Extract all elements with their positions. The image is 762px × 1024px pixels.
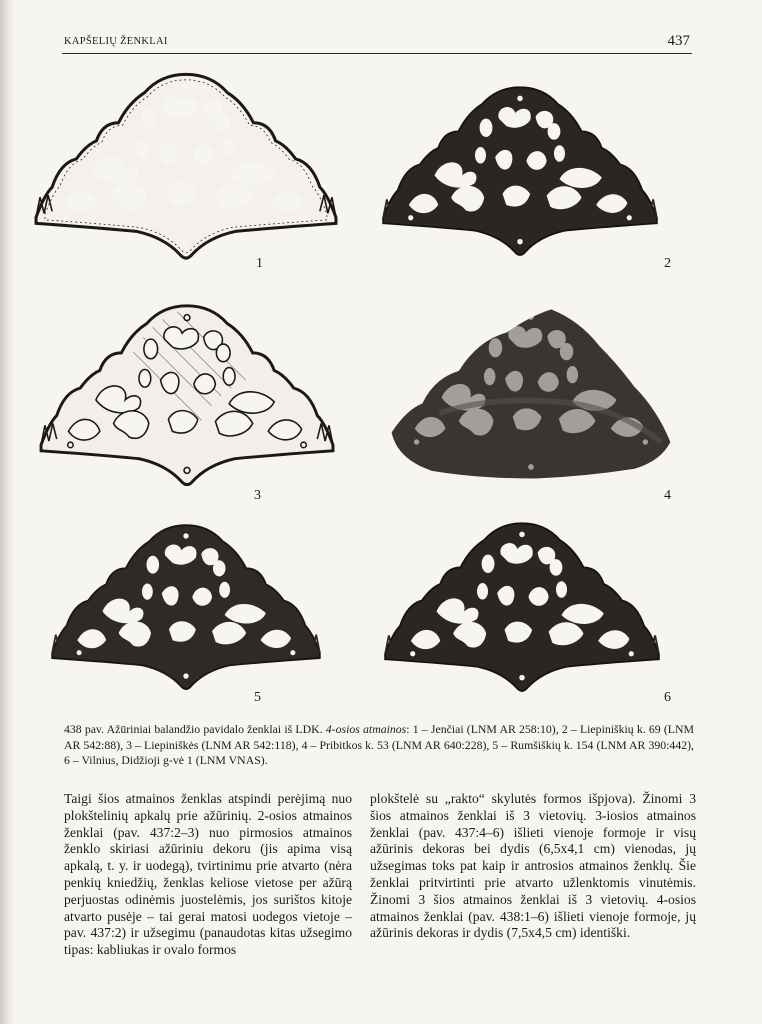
figure-5-photo [42, 518, 330, 694]
caption-prefix: 438 pav. Ažūriniai balandžio pavidalo ženklai iš LDK. [64, 722, 326, 736]
header-rule [62, 53, 692, 54]
page-number: 437 [667, 33, 690, 49]
figure-2-photo [370, 80, 670, 260]
figure-label-4: 4 [664, 488, 671, 503]
figure-label-3: 3 [254, 488, 261, 503]
figure-1-drawing [30, 66, 342, 264]
figure-caption [64, 722, 694, 769]
running-title: KAPŠELIŲ ŽENKLAI [64, 36, 168, 47]
figure-3-drawing [34, 298, 340, 490]
figure-4-photo [382, 296, 680, 488]
body-text-left-column: Taigi šios atmainos ženklas atspindi perėjimą nuo plokštelinių apkalų prie ažūrinių. 2-osios atmainos ženklai (pav. 437:2–3) nuo pirmosios atmainos ženklo skiriasi ažūriniu dekoru (jis apima visą apkalą, t. y. ir uodegą), tvirtinimu prie atvarto (nėra penkių kniedžių, ženklas keliose vietose per ažūrą perjuostas odinėmis juostelėmis, jos surištos kitoje atvarto pusėje – tai gerai matosi uodegos vietoje – pav. 437:2) ir užsegimu (panaudotas kitas užsegimo tipas: kabliukas ir ovalo formos [64, 791, 352, 958]
figure-6-photo [368, 516, 676, 696]
caption-italic: 4-osios atmainos [325, 722, 407, 736]
figure-label-2: 2 [664, 256, 671, 271]
caption-rest: : 1 – Jenčiai (LNM AR 258:10), 2 – Liepiniškių k. 69 (LNM AR 542:88), 3 – Liepiniškės (LNM AR 542:118), 4 – Pribitkos k. 53 (LNM AR 640:228), 5 – Rumšiškių k. 154 (LNM AR 390:442), 6 – Vilnius, Didžioji g-vė 1 (LNM VNAS). [64, 722, 694, 767]
figure-label-6: 6 [664, 690, 671, 705]
body-text-right-column: plokštelė su „rakto“ skylutės formos išpjova). Žinomi 3 šios atmainos ženklai iš 3 vietovių. 3-iosios atmainos ženklai (pav. 437:4–6) išlieti vienoje formoje ir visų ažūrinis dekoras bei dydis (6,5x4,1 cm) vienodas, jų užsegimas toks pat kaip ir antrosios atmainos ženklų. Šie ženklai pritvirtinti prie atvarto užlenktomis vinutėmis. Žinomi 3 šios atmainos ženklai iš 3 vietovių. 4-osios atmainos ženklai (pav. 438:1–6) išlieti vienoje formoje, jų ažūrinis dekoras ir dydis (7,5x4,5 cm) identiški. [370, 791, 696, 941]
figure-label-1: 1 [256, 256, 263, 271]
page-gutter-shadow [0, 0, 14, 1024]
figure-label-5: 5 [254, 690, 261, 705]
